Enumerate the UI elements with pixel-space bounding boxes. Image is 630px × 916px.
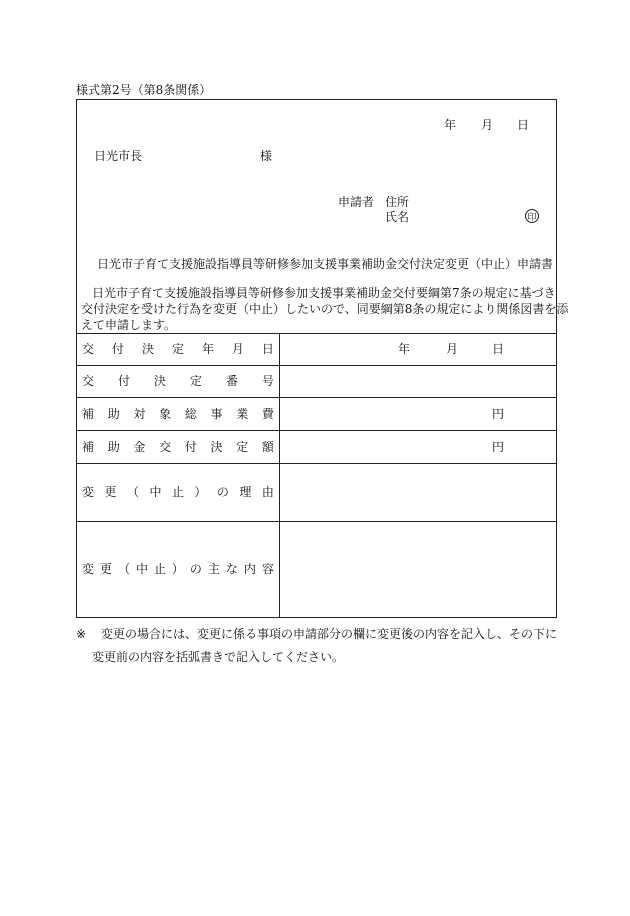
note-line-2: 変更前の内容を括弧書きで記入してください。: [92, 650, 345, 664]
form-number-label: 様式第2号（第8条関係）: [76, 83, 212, 97]
body-line-2: 交付決定を受けた行為を変更（中止）したいので、同要綱第8条の規定により関係図書を添: [81, 302, 569, 316]
date-day-label: 日: [517, 118, 530, 132]
decision-date-day: 日: [492, 342, 505, 356]
table-line: [76, 365, 557, 366]
note-mark: ※: [76, 627, 87, 641]
date-month-label: 月: [481, 118, 494, 132]
decision-date-month: 月: [446, 342, 459, 356]
form-frame: [76, 99, 557, 618]
table-top-line: [76, 333, 557, 334]
note-line-1: 変更の場合には、変更に係る事項の申請部分の欄に変更後の内容を記入し、その下に: [101, 627, 558, 641]
table-column-divider: [279, 333, 280, 617]
honorific: 様: [260, 149, 273, 163]
table-line: [76, 397, 557, 398]
row-label-total-project-cost: 補 助 対 象 総 事 業 費: [82, 407, 274, 421]
row-label-decision-date: 交 付 決 定 年 月 日: [82, 342, 274, 356]
table-line: [76, 430, 557, 431]
row-label-change-content: 変 更 （ 中 止 ） の 主 な 内 容: [82, 562, 274, 576]
table-line: [76, 521, 557, 522]
row-label-change-reason: 変 更 （ 中 止 ） の 理 由: [82, 485, 274, 499]
subsidy-amount-unit: 円: [492, 440, 505, 454]
applicant-label: 申請者: [338, 195, 375, 209]
decision-date-year: 年: [398, 342, 411, 356]
address-label: 住所: [385, 195, 410, 209]
body-line-3: えて申請します。: [81, 318, 177, 332]
row-label-subsidy-amount: 補 助 金 交 付 決 定 額: [82, 440, 274, 454]
document-title: 日光市子育て支援施設指導員等研修参加支援事業補助金交付決定変更（中止）申請書: [97, 257, 554, 271]
seal-mark: 印: [525, 209, 539, 223]
total-cost-unit: 円: [492, 407, 505, 421]
name-label: 氏名: [385, 210, 410, 224]
addressee: 日光市長: [94, 149, 143, 163]
date-year-label: 年: [444, 118, 457, 132]
row-label-decision-number: 交 付 決 定 番 号: [82, 374, 274, 388]
body-line-1: 日光市子育て支援施設指導員等研修参加支援事業補助金交付要綱第7条の規定に基づき: [92, 286, 556, 300]
table-line: [76, 463, 557, 464]
